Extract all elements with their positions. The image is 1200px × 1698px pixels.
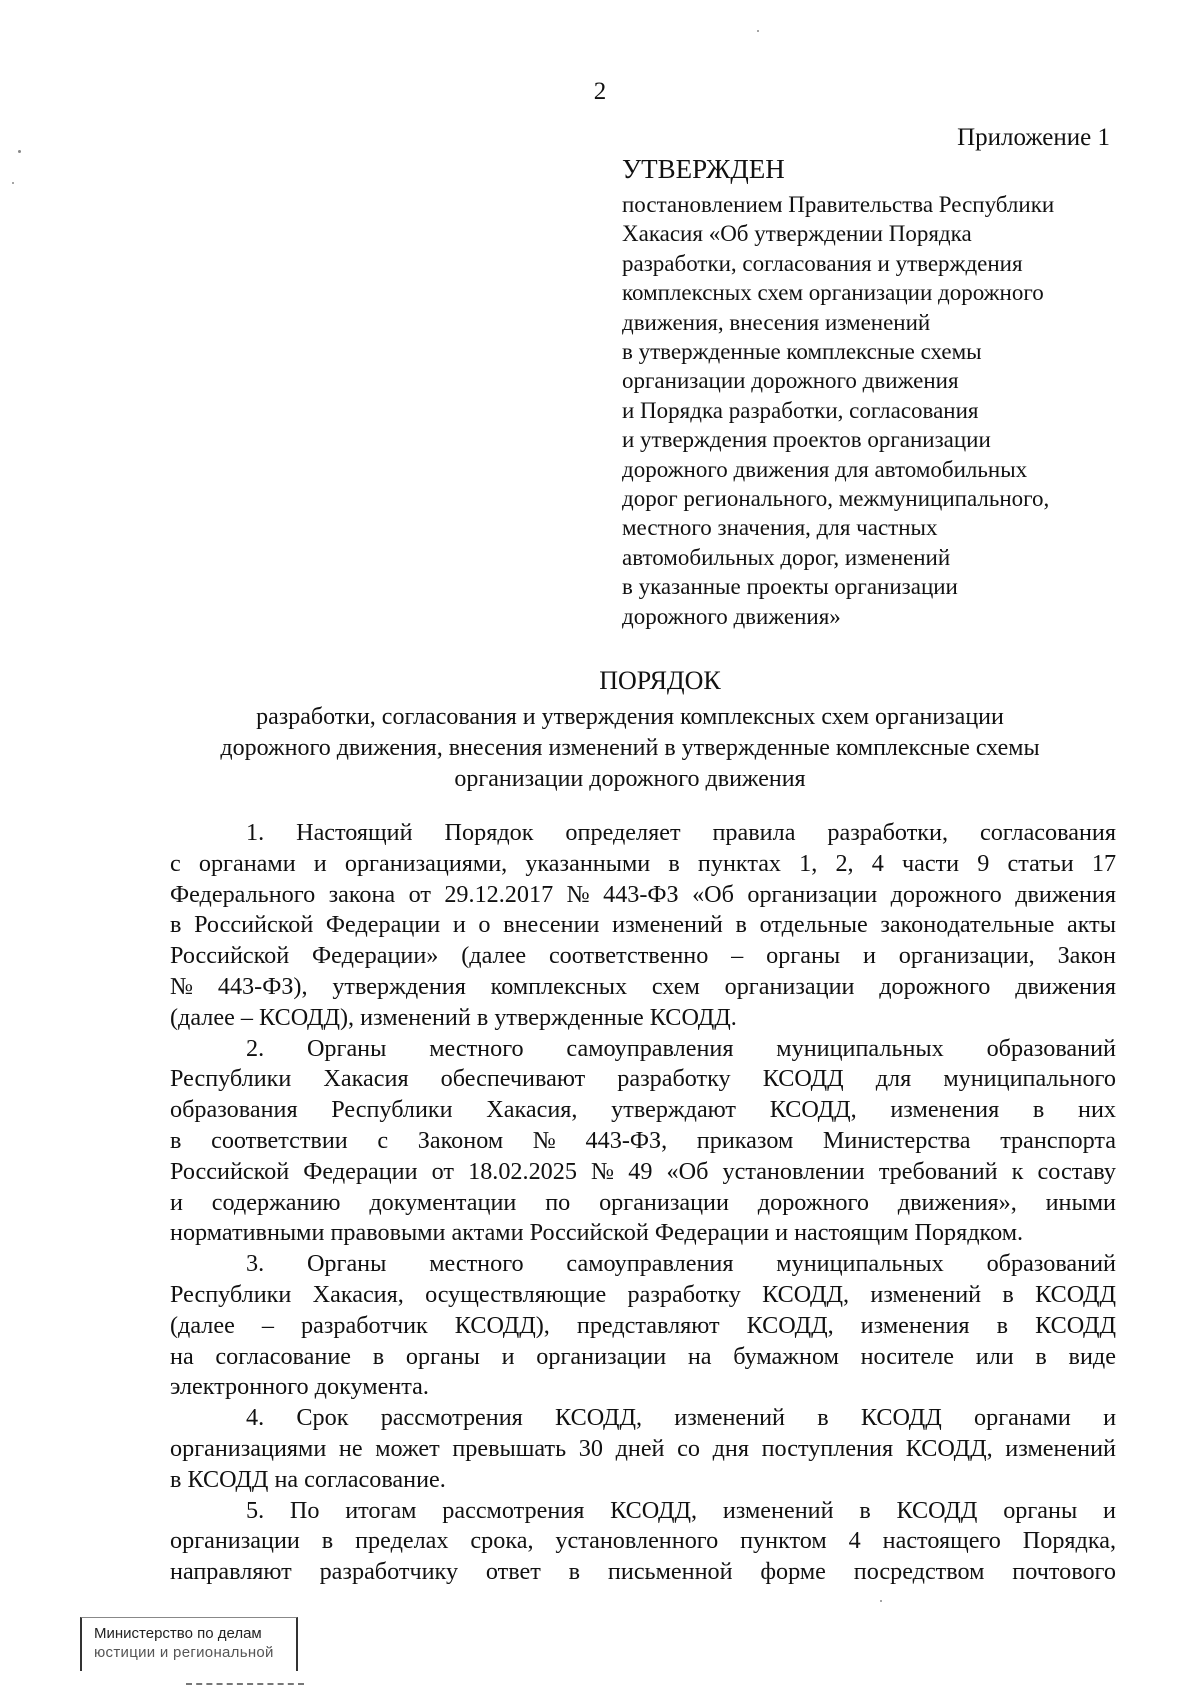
paragraph (170, 1034, 1116, 1250)
appendix-label: Приложение 1 (957, 124, 1110, 151)
paragraph-line: в соответствии с Законом № 443-ФЗ, приказом Министерства транспорта (170, 1126, 1116, 1154)
paragraph-line: с органами и организациями, указанными в пунктах 1, 2, 4 части 9 статьи 17 (170, 849, 1117, 877)
approval-line: дорожного движения для автомобильных (622, 456, 1028, 482)
order-subtitle-line: дорожного движения, внесения изменений в утвержденные комплексные схемы (220, 735, 1040, 761)
approval-line: комплексных схем организации дорожного (622, 280, 1044, 306)
approval-line: движения, внесения изменений (622, 309, 931, 335)
order-subtitle-line: разработки, согласования и утверждения комплексных схем организации (256, 704, 1004, 730)
approval-line: Хакасия «Об утверждении Порядка (622, 221, 972, 247)
paragraph-line: Федерального закона от 29.12.2017 № 443-ФЗ «Об организации дорожного движения (170, 880, 1117, 908)
approval-lines (622, 190, 1142, 631)
paragraph (170, 1249, 1116, 1403)
paragraph-line: и содержанию документации по организации дорожного движения», иными (170, 1188, 1116, 1216)
paragraph-line: 3. Органы местного самоуправления муниципальных образований (246, 1250, 1116, 1278)
order-title: ПОРЯДОК (599, 666, 721, 695)
paragraph-line: 1. Настоящий Порядок определяет правила разработки, согласования (246, 819, 1116, 846)
paragraph-line: электронного документа. (170, 1373, 429, 1401)
paragraph-line: (далее – разработчик КСОДД), представляют КСОДД, изменения в КСОДД (170, 1311, 1116, 1339)
paragraph (170, 818, 1116, 1034)
paragraph-line: в КСОДД на согласование. (170, 1465, 446, 1493)
paragraph-line: на согласование в органы и организации на бумажном носителе или в виде (170, 1342, 1116, 1370)
approval-line: и Порядка разработки, согласования (622, 397, 979, 423)
paragraph (170, 1496, 1116, 1588)
scan-speck (757, 30, 759, 32)
scan-speck (18, 150, 21, 153)
approval-line: разработки, согласования и утверждения (622, 250, 1023, 276)
document-body (170, 818, 1116, 1588)
paragraph-line: № 443-ФЗ), утверждения комплексных схем организации дорожного движения (170, 972, 1117, 1000)
paragraph-line: направляют разработчику ответ в письменной форме посредством почтового (170, 1558, 1116, 1586)
paragraph (170, 1403, 1116, 1495)
approval-title: УТВЕРЖДЕН (622, 154, 785, 184)
stamp-line: юстиции и региональной (94, 1644, 274, 1661)
stamp-line: Министерство по делам (94, 1625, 262, 1642)
paragraph-line: организации в пределах срока, установленного пунктом 4 настоящего Порядка, (170, 1527, 1117, 1555)
paragraph-line: образования Республики Хакасия, утверждают КСОДД, изменения в них (170, 1096, 1117, 1124)
scan-speck (880, 1600, 882, 1602)
approval-line: в указанные проекты организации (622, 574, 958, 600)
approval-line: постановлением Правительства Республики (622, 192, 1055, 217)
approval-line: местного значения, для частных (622, 515, 938, 541)
approval-line: дорог регионального, межмуниципального, (622, 486, 1050, 512)
paragraph-line: Республики Хакасия обеспечивают разработку КСОДД для муниципального (170, 1065, 1116, 1093)
paragraph-line: Республики Хакасия, осуществляющие разработку КСОДД, изменений в КСОДД (170, 1280, 1116, 1308)
scan-speck (12, 182, 14, 184)
paragraph-line: 5. По итогам рассмотрения КСОДД, изменений в КСОДД органы и (246, 1496, 1116, 1524)
approval-line: и утверждения проектов организации (622, 427, 991, 453)
paragraph-line: Российской Федерации от 18.02.2025 № 49 «Об установлении требований к составу (170, 1157, 1116, 1185)
paragraph-line: в Российской Федерации и о внесении изменений в отдельные законодательные акты (170, 911, 1116, 939)
paragraph-line: 2. Органы местного самоуправления муниципальных образований (246, 1034, 1116, 1062)
approval-block (622, 152, 1142, 631)
approval-line: автомобильных дорог, изменений (622, 544, 951, 570)
approval-line: организации дорожного движения (622, 368, 959, 394)
order-heading (150, 664, 1110, 795)
registration-stamp (80, 1617, 298, 1671)
order-subtitle-line: организации дорожного движения (454, 766, 806, 792)
paragraph-line: организациями не может превышать 30 дней со дня поступления КСОДД, изменений (170, 1434, 1116, 1462)
paragraph-line: Российской Федерации» (далее соответственно – органы и организации, Закон (170, 942, 1116, 970)
page-number: 2 (593, 78, 607, 105)
paragraph-line: 4. Срок рассмотрения КСОДД, изменений в КСОДД органами и (246, 1404, 1117, 1432)
stamp-underline (186, 1683, 304, 1685)
approval-line: в утвержденные комплексные схемы (622, 339, 982, 365)
paragraph-line: (далее – КСОДД), изменений в утвержденные КСОДД. (170, 1003, 737, 1031)
approval-line: дорожного движения» (622, 603, 841, 629)
paragraph-line: нормативными правовыми актами Российской Федерации и настоящим Порядком. (170, 1219, 1024, 1247)
